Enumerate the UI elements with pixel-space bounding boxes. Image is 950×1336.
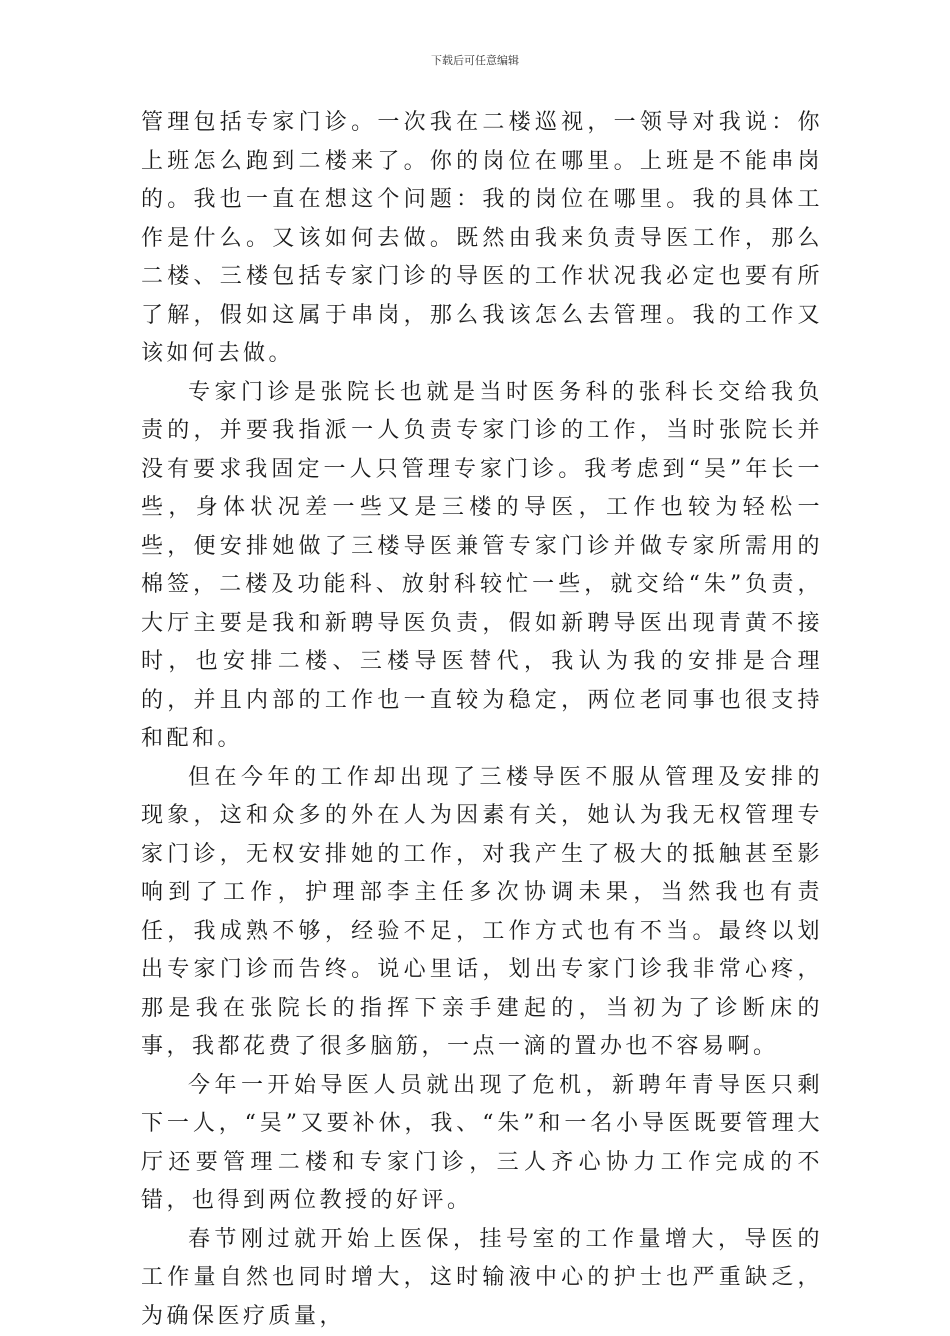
paragraph-5: 春节刚过就开始上医保，挂号室的工作量增大，导医的工作量自然也同时增大，这时输液中心的护士也严重缺乏，为确保医疗质量， (141, 1221, 823, 1336)
paragraph-2: 专家门诊是张院长也就是当时医务科的张科长交给我负责的，并要我指派一人负责专家门诊的工作，当时张院长并没有要求我固定一人只管理专家门诊。我考虑到“吴”年长一些，身体状况差一些又是三楼的导医，工作也较为轻松一些，便安排她做了三楼导医兼管专家门诊并做专家所需用的棉签，二楼及功能科、放射科较忙一些，就交给“朱”负责，大厅主要是我和新聘导医负责，假如新聘导医出现青黄不接时，也安排二楼、三楼导医替代，我认为我的安排是合理的，并且内部的工作也一直较为稳定，两位老同事也很支持和配和。 (141, 374, 823, 759)
page-header: 下载后可任意编辑 (0, 52, 950, 68)
document-body (141, 104, 823, 1336)
paragraph-3: 但在今年的工作却出现了三楼导医不服从管理及安排的现象，这和众多的外在人为因素有关，她认为我无权管理专家门诊，无权安排她的工作，对我产生了极大的抵触甚至影响到了工作，护理部李主任多次协调未果，当然我也有责任，我成熟不够，经验不足，工作方式也有不当。最终以划出专家门诊而告终。说心里话，划出专家门诊我非常心疼，那是我在张院长的指挥下亲手建起的，当初为了诊断床的事，我都花费了很多脑筋，一点一滴的置办也不容易啊。 (141, 759, 823, 1067)
paragraph-4: 今年一开始导医人员就出现了危机，新聘年青导医只剩下一人，“吴”又要补休，我、“朱”和一名小导医既要管理大厅还要管理二楼和专家门诊，三人齐心协力工作完成的不错，也得到两位教授的好评。 (141, 1067, 823, 1221)
paragraph-1: 管理包括专家门诊。一次我在二楼巡视，一领导对我说：你上班怎么跑到二楼来了。你的岗位在哪里。上班是不能串岗的。我也一直在想这个问题：我的岗位在哪里。我的具体工作是什么。又该如何去做。既然由我来负责导医工作，那么二楼、三楼包括专家门诊的导医的工作状况我必定也要有所了解，假如这属于串岗，那么我该怎么去管理。我的工作又该如何去做。 (141, 104, 823, 374)
